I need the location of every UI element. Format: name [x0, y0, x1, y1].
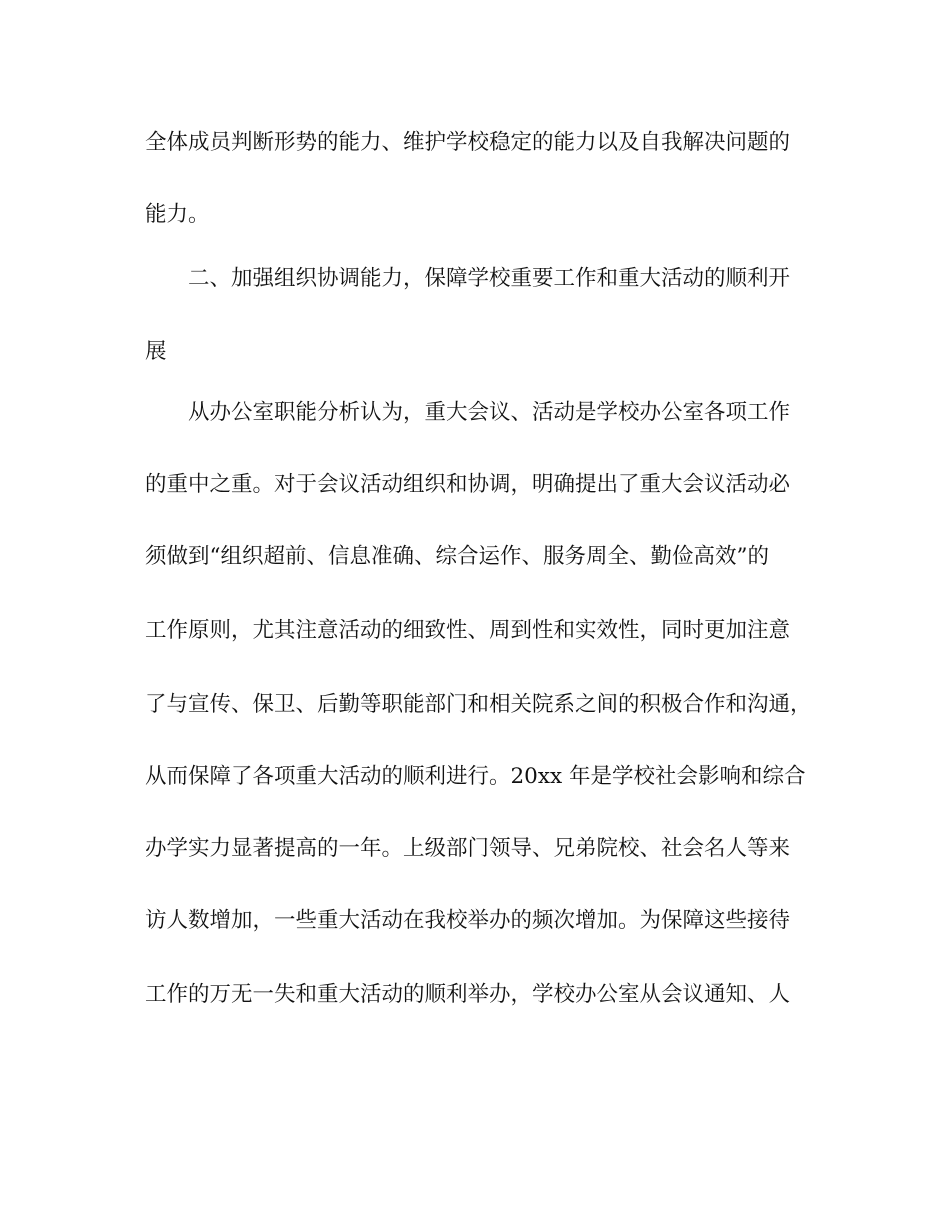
section-heading: 二、加强组织协调能力，保障学校重要工作和重大活动的顺利开	[188, 266, 791, 291]
paragraph-line: 的重中之重。对于会议活动组织和协调，明确提出了重大会议活动必	[145, 472, 791, 497]
paragraph-line: 办学实力显著提高的一年。上级部门领导、兄弟院校、社会名人等来	[145, 836, 791, 861]
paragraph-line: 从办公室职能分析认为，重大会议、活动是学校办公室各项工作	[188, 400, 791, 425]
paragraph-line: 工作原则，尤其注意活动的细致性、周到性和实效性，同时更加注意	[145, 618, 791, 643]
paragraph-line: 全体成员判断形势的能力、维护学校稳定的能力以及自我解决问题的	[145, 130, 791, 155]
paragraph-line: 工作的万无一失和重大活动的顺利举办，学校办公室从会议通知、人	[145, 982, 791, 1007]
paragraph-line: 能力。	[145, 202, 210, 227]
paragraph-line: 从而保障了各项重大活动的顺利进行。20xx 年是学校社会影响和综合	[145, 764, 806, 789]
paragraph-line: 访人数增加，一些重大活动在我校举办的频次增加。为保障这些接待	[145, 908, 791, 933]
section-heading: 展	[145, 339, 167, 364]
paragraph-line: 了与宣传、保卫、后勤等职能部门和相关院系之间的积极合作和沟通，	[145, 692, 812, 717]
paragraph-line: 须做到“组织超前、信息准确、综合运作、服务周全、勤俭高效”的	[145, 544, 769, 569]
